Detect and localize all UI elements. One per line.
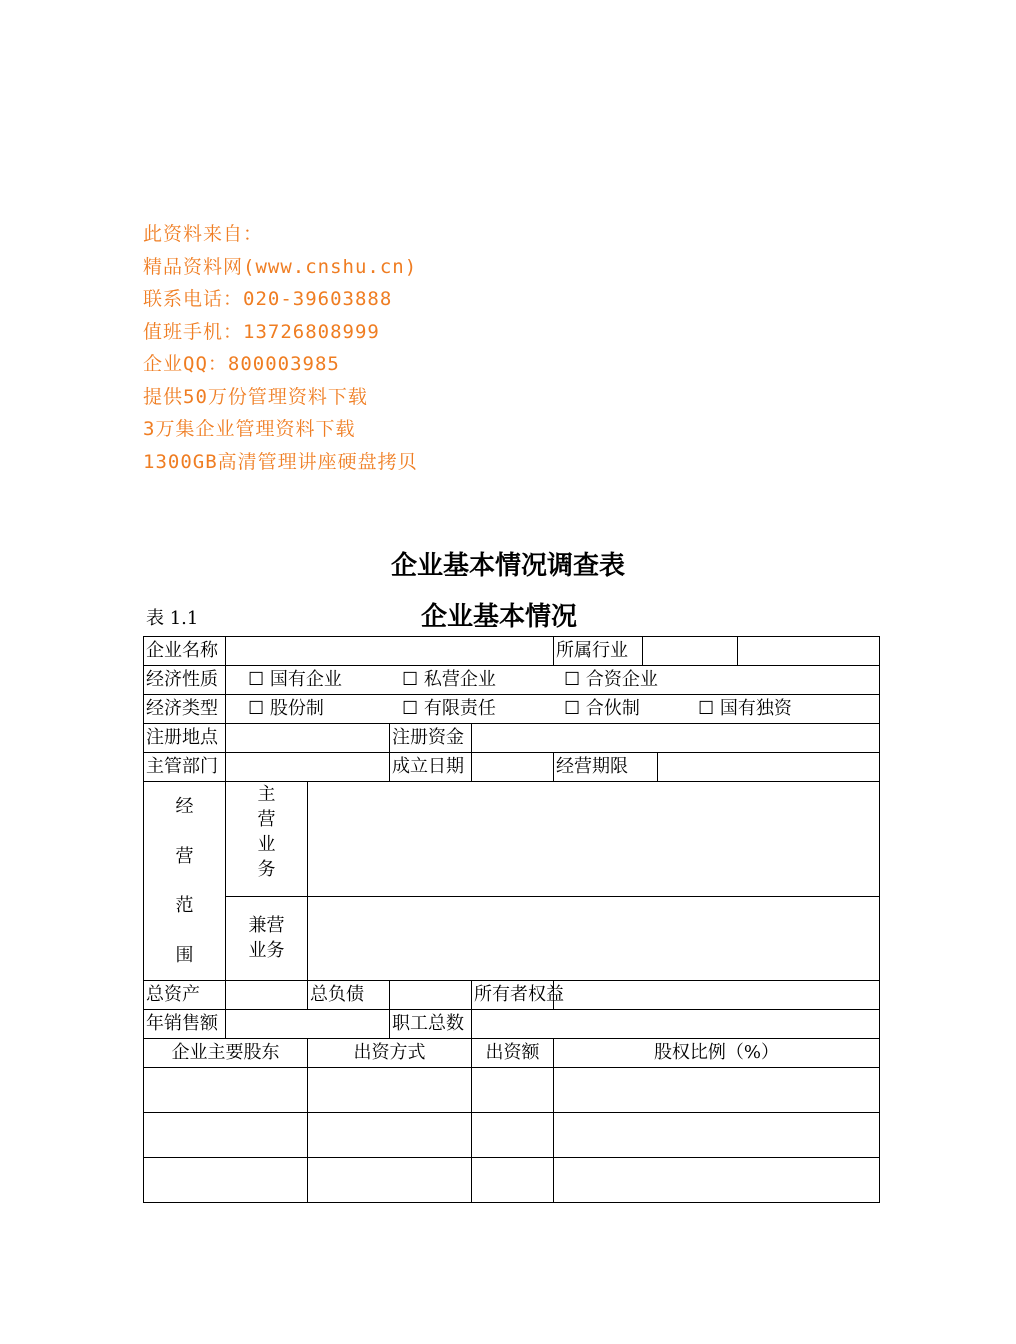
shareholder-row bbox=[144, 1113, 880, 1158]
promo-line: 企业QQ：800003985 bbox=[143, 353, 340, 375]
main-business-label: 主 营 业 务 bbox=[226, 782, 308, 897]
term-field[interactable] bbox=[658, 753, 880, 782]
company-name-label: 企业名称 bbox=[144, 637, 226, 666]
side-business-label: 兼营 业务 bbox=[226, 896, 308, 980]
shareholder-header: 企业主要股东 bbox=[144, 1039, 308, 1068]
shareholder-row bbox=[144, 1068, 880, 1113]
row-assets bbox=[144, 981, 880, 1010]
row-registration bbox=[144, 724, 880, 753]
employees-label: 职工总数 bbox=[390, 1010, 472, 1039]
table-caption: 企业基本情况 bbox=[420, 602, 577, 632]
annual-sales-label: 年销售额 bbox=[144, 1010, 226, 1039]
promo-line: 联系电话：020-39603888 bbox=[143, 288, 393, 310]
nature-option-state-owned[interactable]: ☐ 国有企业 bbox=[248, 669, 342, 690]
contribution-amount-cell[interactable] bbox=[472, 1113, 554, 1158]
reg-place-label: 注册地点 bbox=[144, 724, 226, 753]
equity-ratio-header: 股权比例（%） bbox=[554, 1039, 880, 1068]
row-shareholder-header bbox=[144, 1039, 880, 1068]
promo-line: 提供50万份管理资料下载 bbox=[143, 385, 368, 408]
scope-char: 营 bbox=[175, 845, 194, 867]
total-liabilities-label: 总负债 bbox=[308, 981, 390, 1010]
founded-label: 成立日期 bbox=[390, 753, 472, 782]
contribution-method-cell[interactable] bbox=[308, 1068, 472, 1113]
nature-label: 经济性质 bbox=[144, 666, 226, 695]
row-side-business bbox=[144, 896, 880, 980]
scope-char: 范 bbox=[175, 895, 194, 916]
type-option-limited[interactable]: ☐ 有限责任 bbox=[402, 698, 496, 719]
promo-block bbox=[143, 218, 418, 478]
row-economic-nature bbox=[144, 666, 880, 695]
employees-field[interactable] bbox=[472, 1010, 880, 1039]
row-sales bbox=[144, 1010, 880, 1039]
scope-char: 围 bbox=[175, 944, 194, 966]
industry-label: 所属行业 bbox=[554, 637, 643, 665]
promo-line: 精品资料网(www.cnshu.cn) bbox=[143, 255, 418, 278]
business-scope-label bbox=[144, 782, 226, 981]
document-title: 企业基本情况调查表 bbox=[390, 551, 625, 581]
type-option-partnership[interactable]: ☐ 合伙制 bbox=[564, 698, 640, 719]
row-company-name bbox=[144, 637, 880, 666]
nature-option-private[interactable]: ☐ 私营企业 bbox=[402, 669, 496, 690]
shareholder-name-cell[interactable] bbox=[144, 1113, 308, 1158]
total-liabilities-field[interactable] bbox=[390, 981, 472, 1010]
total-assets-label: 总资产 bbox=[144, 981, 226, 1010]
shareholder-row bbox=[144, 1158, 880, 1203]
main-business-field[interactable] bbox=[308, 782, 880, 897]
promo-line: 此资料来自： bbox=[143, 223, 264, 245]
promo-line: 1300GB高清管理讲座硬盘拷贝 bbox=[143, 450, 418, 473]
type-options bbox=[226, 695, 880, 724]
equity-field[interactable] bbox=[554, 981, 880, 1010]
contribution-method-header: 出资方式 bbox=[308, 1039, 472, 1068]
industry-field-ext[interactable] bbox=[738, 637, 880, 666]
contribution-amount-header: 出资额 bbox=[472, 1039, 554, 1068]
equity-ratio-cell[interactable] bbox=[554, 1068, 880, 1113]
equity-ratio-cell[interactable] bbox=[554, 1113, 880, 1158]
shareholder-name-cell[interactable] bbox=[144, 1068, 308, 1113]
row-main-business bbox=[144, 782, 880, 897]
total-assets-field[interactable] bbox=[226, 981, 308, 1010]
equity-ratio-cell[interactable] bbox=[554, 1158, 880, 1203]
equity-label: 所有者权益 bbox=[472, 981, 554, 1010]
promo-line: 3万集企业管理资料下载 bbox=[143, 418, 356, 440]
type-label: 经济类型 bbox=[144, 695, 226, 724]
table-number: 表 1.1 bbox=[146, 608, 199, 629]
contribution-method-cell[interactable] bbox=[308, 1158, 472, 1203]
nature-option-joint-venture[interactable]: ☐ 合资企业 bbox=[564, 669, 658, 690]
side-business-field[interactable] bbox=[308, 896, 880, 980]
shareholder-name-cell[interactable] bbox=[144, 1158, 308, 1203]
reg-capital-field[interactable] bbox=[472, 724, 880, 753]
promo-line: 值班手机：13726808999 bbox=[143, 320, 380, 343]
row-department bbox=[144, 753, 880, 782]
company-name-field[interactable] bbox=[226, 637, 554, 666]
dept-label: 主管部门 bbox=[144, 753, 226, 782]
annual-sales-field[interactable] bbox=[226, 1010, 390, 1039]
contribution-amount-cell[interactable] bbox=[472, 1158, 554, 1203]
row-economic-type bbox=[144, 695, 880, 724]
contribution-method-cell[interactable] bbox=[308, 1113, 472, 1158]
type-option-shareholding[interactable]: ☐ 股份制 bbox=[248, 698, 324, 719]
industry-cell bbox=[554, 637, 738, 666]
reg-place-field[interactable] bbox=[226, 724, 390, 753]
company-info-form bbox=[143, 636, 880, 1203]
term-label: 经营期限 bbox=[554, 753, 658, 782]
dept-field[interactable] bbox=[226, 753, 390, 782]
reg-capital-label: 注册资金 bbox=[390, 724, 472, 753]
type-option-sole-state[interactable]: ☐ 国有独资 bbox=[698, 698, 792, 719]
scope-char: 经 bbox=[175, 796, 194, 817]
contribution-amount-cell[interactable] bbox=[472, 1068, 554, 1113]
nature-options bbox=[226, 666, 880, 695]
founded-field[interactable] bbox=[472, 753, 554, 782]
